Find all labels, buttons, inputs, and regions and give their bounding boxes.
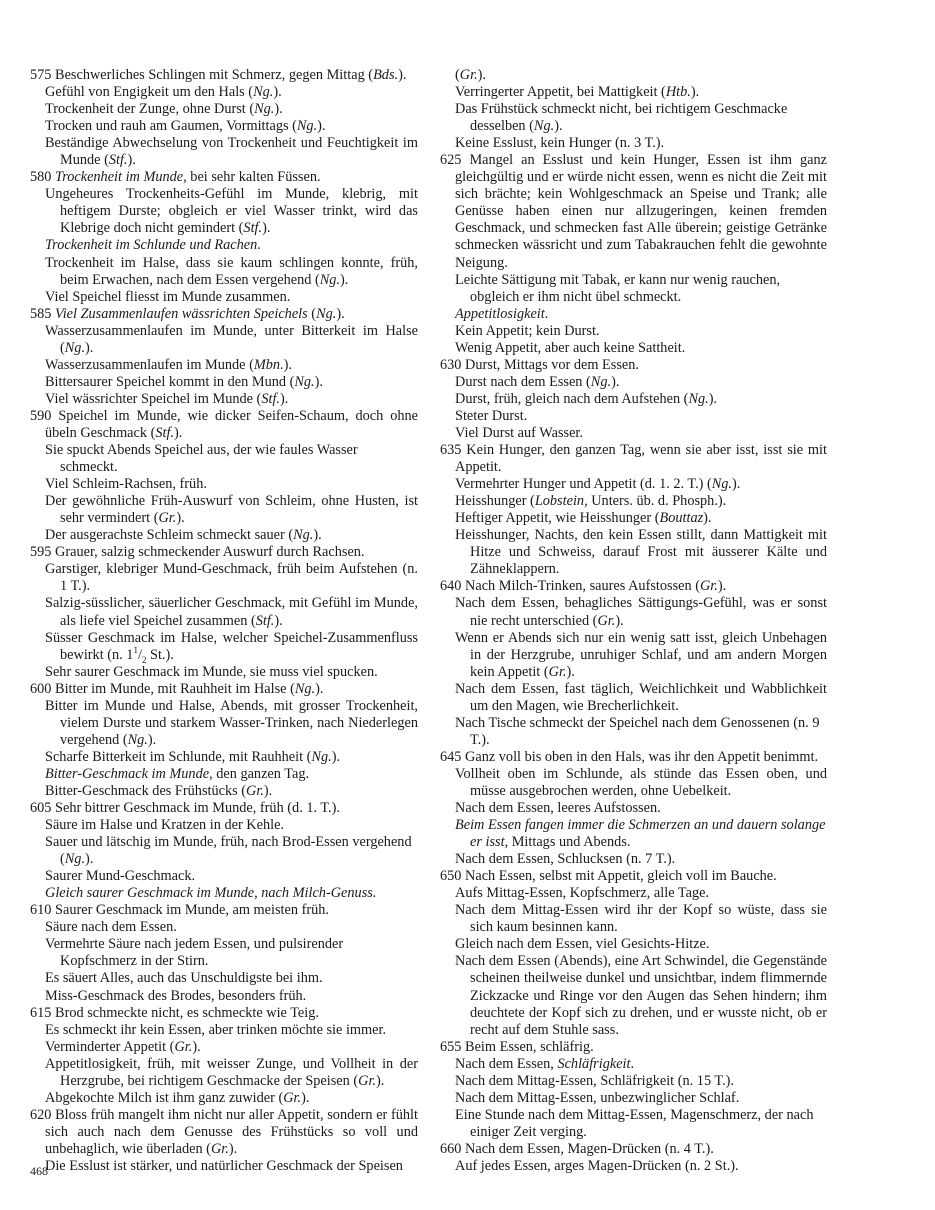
text-segment: Sehr bittrer Geschmack im Munde, früh (d. 1. T.). (55, 800, 340, 817)
text-segment: Nach dem Essen, Schlucksen (n. 7 T.). (455, 851, 676, 868)
symptom-number: 660 (440, 1140, 466, 1157)
symptom-entry (440, 800, 827, 817)
text-segment: ). (717, 578, 727, 595)
text-segment: Miss-Geschmack des Brodes, besonders früh. (45, 987, 307, 1004)
text-segment: Bitter im Munde und Halse, Abends, mit grosser Trockenheit, vielem Durste und starkem Wasser-Trinken, nach Niederlegen vergehend ( (45, 697, 418, 748)
symptom-number: 610 (30, 902, 56, 919)
text-segment: ). (313, 527, 322, 544)
symptom-number: 655 (440, 1038, 466, 1055)
symptom-entry (30, 783, 418, 800)
symptom-entry (30, 493, 418, 527)
symptom-number: 615 (30, 1004, 56, 1021)
text-segment: Nach dem Mittag-Essen, Schläfrigkeit (n. 15 T.). (455, 1072, 734, 1089)
symptom-entry (440, 135, 827, 152)
text-segment: Vermehrter Hunger und Appetit (d. 1. 2. T.) ( (455, 476, 712, 493)
symptom-entry (30, 527, 418, 544)
text-segment: Das Frühstück schmeckt nicht, bei richtigem Geschmacke desselben ( (455, 101, 788, 135)
text-segment: ). (566, 663, 575, 680)
text-segment: Sie spuckt Abends Speichel aus, der wie faules Wasser schmeckt. (45, 442, 358, 476)
text-segment: ( (307, 305, 317, 322)
text-segment: Säure nach dem Essen. (45, 919, 177, 936)
symptom-entry (440, 272, 827, 306)
symptom-entry (30, 1022, 418, 1039)
symptom-entry (30, 374, 418, 391)
symptom-entry (30, 988, 418, 1005)
text-segment: ( (455, 67, 460, 83)
symptom-entry (30, 766, 418, 783)
italic-text: Ng. (688, 390, 709, 407)
symptom-entry (30, 323, 418, 357)
symptom-entry (440, 527, 827, 578)
symptom-entry (30, 561, 418, 595)
symptom-entry (440, 340, 827, 357)
symptom-number: 645 (440, 748, 466, 765)
italic-text: Ng. (296, 118, 318, 135)
italic-text: Stf. (155, 424, 175, 441)
italic-text: Gr. (174, 1038, 193, 1055)
italic-text: Trockenheit im Munde (55, 169, 184, 186)
text-segment: Viel wässrichter Speichel im Munde ( (45, 390, 262, 407)
text-segment: Nach dem Essen, leeres Aufstossen. (455, 800, 661, 817)
symptom-entry (440, 306, 827, 323)
italic-text: Ng. (316, 305, 337, 322)
text-segment: Die Esslust ist stärker, und natürlicher Geschmack der Speisen (45, 1158, 403, 1174)
numbered-symptom-entry (440, 749, 827, 766)
symptom-number: 625 (440, 152, 470, 169)
italic-text: Viel Zusammenlaufen wässrichten Speichels (55, 305, 308, 322)
italic-text: Appetitlosigkeit (455, 305, 545, 322)
symptom-entry (440, 425, 827, 442)
text-segment: Grauer, salzig schmeckender Auswurf durch Rachsen. (55, 544, 365, 561)
text-segment: Verringerter Appetit, bei Mattigkeit ( (455, 84, 666, 101)
text-segment: Sehr saurer Geschmack im Munde, sie muss viel spucken. (45, 663, 378, 680)
text-segment: Unters. üb. d. Phosph.). (587, 493, 727, 510)
italic-text: Htb. (665, 84, 691, 101)
italic-text: Gr. (548, 663, 567, 680)
text-segment: Es säuert Alles, auch das Unschuldigste bei ihm. (45, 970, 323, 987)
text-segment: Eine Stunde nach dem Mittag-Essen, Magenschmerz, der nach einiger Zeit verging. (455, 1106, 814, 1140)
italic-text: Ng. (590, 373, 612, 390)
left-column (30, 67, 418, 1175)
italic-text: Ng. (294, 373, 315, 390)
text-segment: ). (85, 851, 94, 868)
text-segment: Salzig-süsslicher, säuerlicher Geschmack, mit Gefühl im Munde, als liefe viel Speichel zusammen ( (45, 595, 418, 629)
text-segment: Speichel im Munde, wie dicker Seifen-Schaum, doch ohne übeln Geschmack ( (45, 407, 418, 441)
symptom-entry (30, 630, 418, 664)
italic-text: Lobstein, (534, 493, 588, 510)
text-segment: Vermehrte Säure nach jedem Essen, und pulsirender Kopfschmerz in der Stirn. (45, 936, 344, 970)
numbered-symptom-entry (440, 1039, 827, 1056)
text-segment: Gleich nach dem Essen, viel Gesichts-Hitze. (455, 936, 710, 953)
italic-text: Gr. (597, 612, 616, 629)
text-segment: ). (147, 731, 157, 748)
symptom-entry (30, 442, 418, 476)
symptom-entry (30, 834, 418, 868)
text-segment: ). (615, 612, 624, 629)
text-segment: Ganz voll bis oben in den Hals, was ihr den Appetit benimmt. (465, 748, 819, 765)
text-segment: , den ganzen Tag. (209, 765, 310, 782)
numbered-symptom-entry (440, 152, 827, 271)
text-segment: ). (274, 612, 283, 629)
symptom-entry (30, 255, 418, 289)
text-segment: Nach Milch-Trinken, saures Aufstossen ( (465, 578, 700, 595)
symptom-number: 600 (30, 680, 56, 697)
text-segment: ). (192, 1038, 201, 1055)
text-segment: Auf jedes Essen, arges Magen-Drücken (n. 2 St.). (455, 1158, 739, 1174)
text-segment: ). (85, 339, 94, 356)
text-segment: Beschwerliches Schlingen mit Schmerz, gegen Mittag ( (55, 67, 374, 83)
text-segment: Trockenheit im Halse, dass sie kaum schlingen konnte, früh, beim Erwachen, nach dem Essen vergehend ( (45, 254, 418, 288)
italic-text: Ng. (711, 476, 733, 493)
text-segment: 1 (133, 644, 138, 655)
symptom-entry (30, 885, 418, 902)
text-segment: ). (280, 390, 289, 407)
symptom-entry (440, 1090, 827, 1107)
page-number: 468 (30, 1164, 48, 1178)
text-segment: Nach dem Essen, behagliches Sättigungs-Gefühl, was er sonst nie recht unterschied ( (455, 595, 827, 629)
text-segment: ). (127, 152, 136, 169)
text-segment: Süsser Geschmack im Halse, welcher Speichel-Zusammenfluss bewirkt (n. 1 (45, 629, 418, 663)
symptom-entry (440, 766, 827, 800)
text-segment: ). (301, 1089, 310, 1106)
italic-text: Gr. (459, 67, 478, 83)
italic-text: Ng. (294, 680, 316, 697)
italic-text: Ng. (127, 731, 148, 748)
italic-text: Ng. (311, 748, 332, 765)
text-segment: ). (477, 67, 486, 83)
symptom-entry (30, 749, 418, 766)
symptom-entry (30, 868, 418, 885)
text-segment: / (137, 646, 142, 663)
symptom-entry (440, 851, 827, 868)
italic-text: Ng. (293, 527, 314, 544)
text-segment: St.). (146, 646, 174, 663)
text-segment: ). (398, 67, 407, 83)
text-segment: ). (336, 305, 345, 322)
italic-text: Gr. (699, 578, 718, 595)
text-segment: Kein Appetit; kein Durst. (455, 322, 600, 339)
text-segment: Mangel an Esslust und kein Hunger, Essen ist ihm ganz gleichgültig und er würde nicht essen, wenn es nicht die Zeit mit sich brächte; kein Wohlgeschmack an Speise und Trank; alle Genüsse haben einen nur allzugeringen, keinen fremden Geschmack, und schmecken fast Alle überein; geistige Getränke schmecken wässricht und zum Tabakrauchen fehlt die gewohnte Neigung. (455, 152, 827, 271)
italic-text: Ng. (64, 339, 86, 356)
text-segment: Nach Essen, selbst mit Appetit, gleich voll im Bauche. (465, 868, 777, 885)
italic-text: Ng. (253, 84, 274, 101)
numbered-symptom-entry (30, 1005, 418, 1022)
text-segment: , Mittags und Abends. (504, 834, 631, 851)
numbered-symptom-entry (30, 902, 418, 919)
text-segment: Säure im Halse und Kratzen in der Kehle. (45, 817, 284, 834)
text-segment: Brod schmeckte nicht, es schmeckte wie Teig. (55, 1004, 319, 1021)
symptom-entry (30, 1158, 418, 1175)
text-segment: Nach dem Mittag-Essen wird ihr der Kopf so wüste, dass sie sich kaum besinnen kann. (455, 902, 827, 936)
italic-text: Mbn. (253, 356, 284, 373)
text-segment: ). (176, 510, 185, 527)
symptom-entry (30, 135, 418, 169)
italic-text: Gleich saurer Geschmack im Munde, nach Milch-Genuss. (45, 885, 377, 902)
italic-text: Trockenheit im Schlunde und Rachen (45, 237, 258, 254)
numbered-symptom-entry (30, 67, 418, 84)
text-segment: ). (262, 220, 271, 237)
symptom-number: 630 (440, 356, 466, 373)
symptom-number: 605 (30, 800, 56, 817)
numbered-symptom-entry (440, 868, 827, 885)
italic-text: Gr. (158, 510, 177, 527)
symptom-entry (440, 936, 827, 953)
text-segment: Viel Durst auf Wasser. (455, 424, 583, 441)
text-segment: ). (314, 373, 323, 390)
italic-text: Schläfrigkeit (557, 1055, 631, 1072)
text-segment: ). (274, 101, 283, 118)
numbered-symptom-entry (30, 306, 418, 323)
text-segment: Viel Schleim-Rachsen, früh. (45, 476, 207, 493)
text-segment: Nach dem Essen, Magen-Drücken (n. 4 T.). (465, 1140, 714, 1157)
text-segment: Durst nach dem Essen ( (455, 373, 591, 390)
italic-text: Stf. (243, 220, 263, 237)
text-segment: ). (703, 510, 712, 527)
text-segment: ). (690, 84, 700, 101)
text-segment: Keine Esslust, kein Hunger (n. 3 T.). (455, 135, 665, 152)
numbered-symptom-entry (30, 544, 418, 561)
text-segment: Nach dem Essen (Abends), eine Art Schwindel, die Gegenstände scheinen theilweise dunkel und unsichtbar, indem flimmernde Zickzacke und Ringe vor den Augen das Sehen hindern; ihm deuchtete der Kopf sich zu drehen, und er wusste nicht, ob er recht auf dem Stuhle sass. (455, 953, 827, 1038)
text-segment: Steter Durst. (455, 407, 528, 424)
numbered-symptom-entry (440, 578, 827, 595)
symptom-entry (30, 1039, 418, 1056)
text-segment: Der ausgerachste Schleim schmeckt sauer ( (45, 527, 294, 544)
text-segment: Wasserzusammenlaufen im Munde, unter Bitterkeit im Halse ( (45, 322, 418, 356)
symptom-number: 595 (30, 544, 56, 561)
text-segment: Scharfe Bitterkeit im Schlunde, mit Rauhheit ( (45, 748, 312, 765)
symptom-entry (30, 1090, 418, 1107)
text-segment: Nach dem Essen, fast täglich, Weichlichkeit und Wabblichkeit um den Magen, wie Brecherlichkeit. (455, 680, 827, 714)
text-segment: Durst, früh, gleich nach dem Aufstehen ( (455, 390, 689, 407)
symptom-entry (30, 289, 418, 306)
symptom-entry (440, 476, 827, 493)
italic-text: Stf. (255, 612, 275, 629)
text-segment: ). (283, 356, 292, 373)
numbered-symptom-entry (30, 800, 418, 817)
italic-text: Bds. (373, 67, 399, 83)
numbered-symptom-entry (440, 1141, 827, 1158)
symptom-entry (440, 84, 827, 101)
symptom-entry (30, 84, 418, 101)
text-segment: Garstiger, klebriger Mund-Geschmack, früh beim Aufstehen (n. 1 T.). (45, 561, 418, 595)
symptom-entry (440, 630, 827, 681)
symptom-entry (30, 664, 418, 681)
text-segment: Appetitlosigkeit, früh, mit weisser Zunge, und Vollheit in der Herzgrube, bei richtigem Geschmacke der Speisen ( (45, 1055, 418, 1089)
text-segment: Wasserzusammenlaufen im Munde ( (45, 356, 254, 373)
text-segment: ). (554, 118, 563, 135)
text-segment: Wenig Appetit, aber auch keine Sattheit. (455, 339, 686, 356)
text-segment: Saurer Geschmack im Munde, am meisten früh. (55, 902, 329, 919)
symptom-entry (30, 186, 418, 237)
text-segment: Sauer und lätschig im Munde, früh, nach Brod-Essen vergehend ( (45, 834, 412, 868)
text-segment: Der gewöhnliche Früh-Auswurf von Schleim, ohne Husten, ist sehr vermindert ( (45, 493, 418, 527)
symptom-entry (30, 595, 418, 629)
symptom-entry (440, 1073, 827, 1090)
text-segment: . (544, 305, 549, 322)
text-segment: Nach Tische schmeckt der Speichel nach dem Genossenen (n. 9 T.). (455, 714, 820, 748)
symptom-entry (440, 493, 827, 510)
symptom-entry (30, 357, 418, 374)
symptom-entry (440, 953, 827, 1038)
text-segment: Heisshunger ( (455, 493, 535, 510)
symptom-entry (30, 118, 418, 135)
symptom-entry (30, 970, 418, 987)
italic-text: Gr. (210, 1140, 229, 1157)
text-segment: Bittersaurer Speichel kommt in den Mund ( (45, 373, 295, 390)
text-segment: Wenn er Abends sich nur ein wenig satt isst, gleich Unbehagen in der Herzgrube, unruhiger Schlaf, und am andern Morgen kein Appetit ( (455, 629, 827, 680)
numbered-symptom-entry (30, 681, 418, 698)
italic-text: Ng. (533, 118, 555, 135)
text-segment: ). (732, 476, 741, 493)
symptom-number: 590 (30, 407, 59, 424)
symptom-entry (30, 817, 418, 834)
italic-text: Gr. (358, 1072, 377, 1089)
text-segment: Beim Essen, schläfrig. (465, 1038, 594, 1055)
symptom-entry (30, 698, 418, 749)
text-segment: ). (315, 680, 324, 697)
text-segment: Leichte Sättigung mit Tabak, er kann nur wenig rauchen, obgleich er ihm nicht übel schmeckt. (455, 271, 781, 305)
text-segment: Heftiger Appetit, wie Heisshunger ( (455, 510, 660, 527)
symptom-entry (440, 510, 827, 527)
text-segment: ). (174, 424, 183, 441)
symptom-entry (30, 237, 418, 254)
symptom-number: 620 (30, 1106, 56, 1123)
right-column (440, 67, 827, 1175)
text-segment: Viel Speichel fliesst im Munde zusammen. (45, 288, 291, 305)
text-segment: Vollheit oben im Schlunde, als stünde das Essen oben, und müsse ausgebrochen werden, ohne Uebelkeit. (455, 765, 827, 799)
text-segment: Verminderter Appetit ( (45, 1038, 175, 1055)
numbered-symptom-entry (30, 408, 418, 442)
symptom-entry (440, 595, 827, 629)
text-segment: ). (273, 84, 282, 101)
text-segment: ). (611, 373, 620, 390)
italic-text: Bitter-Geschmack im Munde (45, 765, 210, 782)
numbered-symptom-entry (440, 357, 827, 374)
symptom-number: 580 (30, 169, 56, 186)
symptom-entry (30, 936, 418, 970)
symptom-entry (440, 1158, 827, 1175)
symptom-entry (440, 374, 827, 391)
italic-text: Bouttaz (659, 510, 704, 527)
text-segment: . (257, 237, 261, 254)
text-segment: Trockenheit der Zunge, ohne Durst ( (45, 101, 255, 118)
symptom-entry (30, 101, 418, 118)
italic-text: Gr. (246, 782, 264, 799)
symptom-entry (30, 919, 418, 936)
text-segment: ). (263, 782, 273, 799)
italic-text: Stf. (108, 152, 128, 169)
italic-text: Ng. (254, 101, 275, 118)
text-segment: Bitter im Munde, mit Rauhheit im Halse ( (55, 680, 295, 697)
symptom-entry (440, 101, 827, 135)
text-segment: ). (708, 390, 718, 407)
text-segment: Bitter-Geschmack des Frühstücks ( (45, 782, 247, 799)
symptom-entry (440, 1107, 827, 1141)
text-segment: ). (317, 118, 326, 135)
text-segment: Durst, Mittags vor dem Essen. (465, 356, 639, 373)
symptom-entry (30, 1056, 418, 1090)
symptom-entry (440, 715, 827, 749)
text-segment: Aufs Mittag-Essen, Kopfschmerz, alle Tage. (455, 885, 710, 902)
symptom-number: 635 (440, 442, 467, 459)
symptom-entry (440, 817, 827, 851)
text-segment: Kein Hunger, den ganzen Tag, wenn sie aber isst, isst sie mit Appetit. (455, 442, 827, 476)
text-segment: Beständige Abwechselung von Trockenheit und Feuchtigkeit im Munde ( (45, 135, 418, 169)
numbered-symptom-entry (30, 169, 418, 186)
symptom-entry (440, 681, 827, 715)
text-segment: Trocken und rauh am Gaumen, Vormittags ( (45, 118, 297, 135)
symptom-entry (440, 885, 827, 902)
symptom-number: 575 (30, 67, 56, 83)
symptom-entry (440, 391, 827, 408)
text-segment: ). (340, 271, 349, 288)
symptom-entry (30, 391, 418, 408)
text-segment: Heisshunger, Nachts, den kein Essen stillt, dann Mattigkeit mit Hitze und Schweiss, darauf Frost mit äusserer Kälte und Zähneklappern. (455, 527, 827, 578)
text-segment: Bloss früh mangelt ihm nicht nur aller Appetit, sondern er fühlt sich auch nach dem Genusse des Frühstücks so voll und unbehaglich, wie überladen ( (45, 1106, 418, 1157)
text-segment: Nach dem Essen, (455, 1055, 558, 1072)
italic-text: Beim Essen fangen immer die Schmerzen an und dauern solange er isst (455, 817, 826, 851)
text-segment: Ungeheures Trockenheits-Gefühl im Munde, klebrig, mit heftigem Durste; obgleich er viel Wasser trinkt, wird das Klebrige doch nicht gemindert ( (45, 186, 418, 237)
text-segment: Saurer Mund-Geschmack. (45, 868, 196, 885)
symptom-number: 650 (440, 868, 466, 885)
symptom-entry (440, 323, 827, 340)
symptom-entry (440, 1056, 827, 1073)
italic-text: Gr. (283, 1089, 302, 1106)
text-segment: ). (228, 1140, 238, 1157)
symptom-entry (30, 476, 418, 493)
symptom-number: 640 (440, 578, 466, 595)
text-segment: ). (331, 748, 341, 765)
text-segment: Abgekochte Milch ist ihm ganz zuwider ( (45, 1089, 284, 1106)
symptom-entry (440, 902, 827, 936)
text-segment: . (630, 1055, 635, 1072)
italic-text: Ng. (319, 271, 341, 288)
symptom-number: 585 (30, 305, 56, 322)
text-segment: Es schmeckt ihr kein Essen, aber trinken möchte sie immer. (45, 1021, 387, 1038)
numbered-symptom-entry (30, 1107, 418, 1158)
italic-text: Ng. (64, 851, 86, 868)
symptom-entry (440, 408, 827, 425)
italic-text: Stf. (261, 390, 280, 407)
numbered-symptom-entry (440, 442, 827, 476)
text-segment: Nach dem Mittag-Essen, unbezwinglicher Schlaf. (455, 1089, 740, 1106)
text-segment: Gefühl von Engigkeit um den Hals ( (45, 84, 254, 101)
text-segment: ). (376, 1072, 385, 1089)
symptom-entry (440, 67, 827, 84)
text-segment: , bei sehr kalten Füssen. (183, 169, 321, 186)
text-segment: 2 (141, 654, 147, 665)
